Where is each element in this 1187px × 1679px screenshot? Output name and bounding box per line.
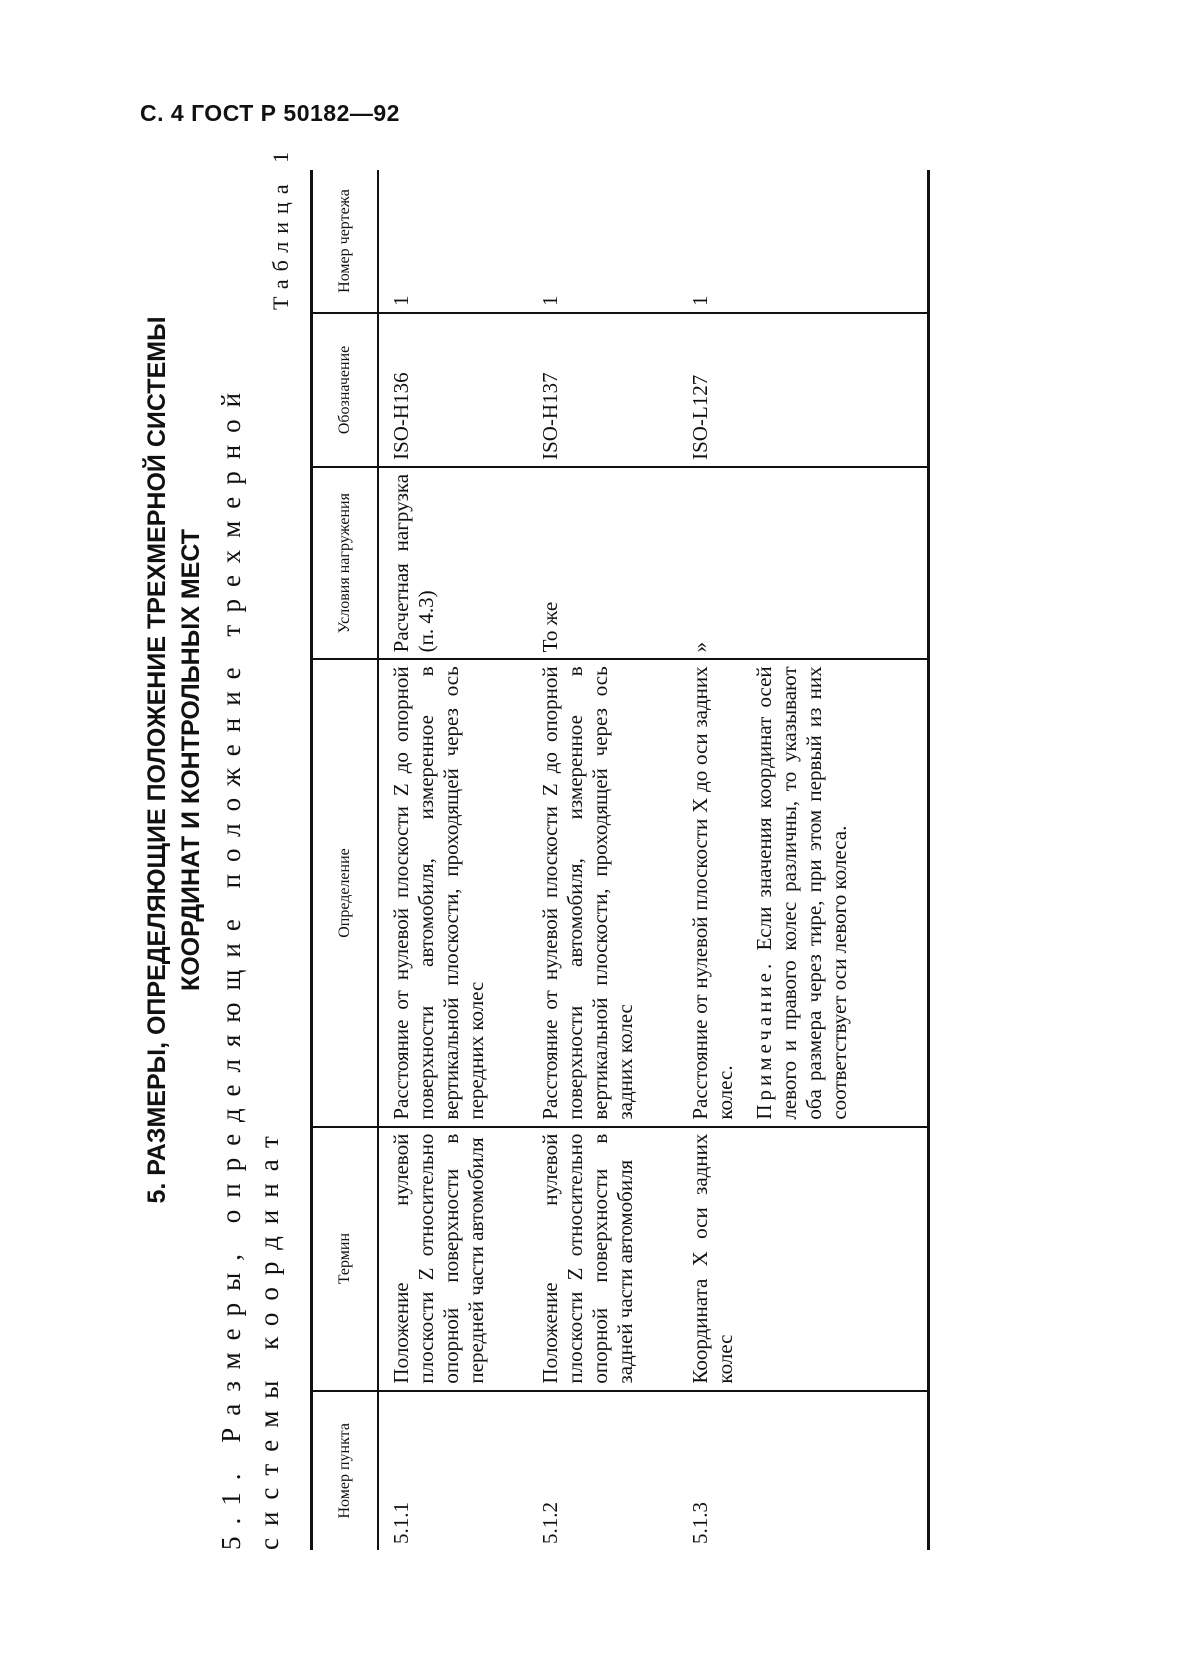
item-number: 5.1.1 [389,1502,413,1544]
header-item-number: Номер пункта [312,1391,379,1550]
designation-cell: ISO-L127 [678,313,928,467]
designation-cell: ISO-H137 [528,313,678,467]
note-text: Если значения координат осей левого и правого колес различны, то указывают оба размера через тире, при этом первый из них соответствует оси левого колеса. [752,666,851,1120]
header-load-conditions: Условия нагружения [312,467,379,659]
table-header-row [312,170,379,1550]
load-cell: Расчетная нагрузка (п. 4.3) [378,467,528,659]
section-title [140,220,208,1300]
table-row [378,170,528,1550]
subsection-heading: 5.1. Размеры, определяющие положение трехмерной системы координат [216,380,284,1550]
definition-cell: Расстояние от нулевой плоскости Z до опорной поверхности автомобиля, измеренное в вертикальной плоскости, проходящей через ось передних колес [378,659,528,1126]
drawing-cell: 1 [528,170,678,313]
section-title-line-1: 5. РАЗМЕРЫ, ОПРЕДЕЛЯЮЩИЕ ПОЛОЖЕНИЕ ТРЕХМЕРНОЙ СИСТЕМЫ [143,316,171,1204]
header-term: Термин [312,1127,379,1391]
load-cell: То же [528,467,678,659]
header-designation: Обозначение [312,313,379,467]
rotated-content [140,0,1187,1550]
definition-text: Расстояние от нулевой плоскости X до оси задних колес. [688,666,737,1120]
definition-cell: Расстояние от нулевой плоскости Z до опорной поверхности автомобиля, измеренное в вертикальной плоскости, проходящей через ось задних колес [528,659,678,1126]
term-cell: Положение нулевой плоскости Z относительно опорной поверхности в передней части автомобиля [378,1127,528,1391]
load-cell: » [678,467,928,659]
page-header: С. 4 ГОСТ Р 50182—92 [140,100,400,126]
drawing-cell: 1 [678,170,928,313]
definitions-table [310,170,930,1550]
table-label: Таблица 1 [268,143,293,310]
drawing-cell: 1 [378,170,528,313]
header-drawing-number: Номер чертежа [312,170,379,313]
table-row [678,170,928,1550]
section-title-line-2: КООРДИНАТ И КОНТРОЛЬНЫХ МЕСТ [177,528,205,992]
item-number: 5.1.3 [678,1391,928,1550]
table-row [528,170,678,1550]
definition-cell [678,659,928,1126]
term-cell: Координата X оси задних колес [678,1127,928,1391]
item-number: 5.1.2 [538,1502,562,1544]
note [752,666,852,1119]
term-cell: Положение нулевой плоскости Z относительно опорной поверхности в задней части автомобиля [528,1127,678,1391]
designation-cell: ISO-H136 [378,313,528,467]
header-definition: Определение [312,659,379,1126]
note-label: Примечание. [752,959,776,1120]
